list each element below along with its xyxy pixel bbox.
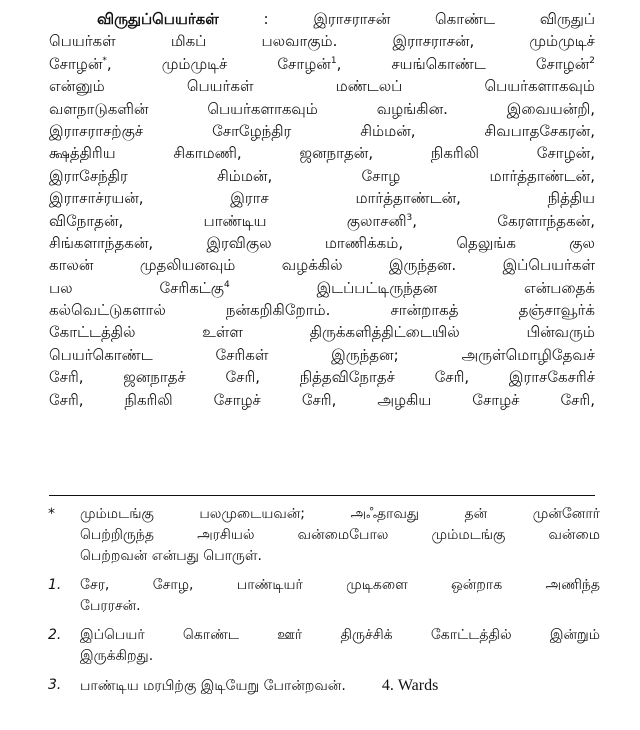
text-line: பல சேரிகட்கு$^4$ இடப்பட்டிருந்தன என்பதைக் [49, 278, 595, 297]
text-line: வளநாடுகளின் பெயர்களாகவும் வழங்கின. இவையன்றி, [49, 99, 595, 118]
text-line: இராசராசற்குச் சோழேந்திர சிம்மன், சிவபாதசேகரன், [49, 121, 595, 140]
text-fragment: , சயங்கொண்ட சோழன் [336, 54, 590, 73]
text-line: என்னும் பெயர்கள் மண்டலப் பெயர்களாகவும் [49, 77, 595, 96]
footnote-line: பேரரசன். [80, 598, 141, 614]
text-line: விருதுப்பெயர்கள் : இராசராசன் கொண்ட விருதுப் [97, 10, 595, 28]
text-line: சோழன்*, மும்முடிச் சோழன்$^1$, சயங்கொண்ட சோழன்$^2$ [49, 54, 596, 73]
text-line: இராசேந்திர சிம்மன், சோழ மார்த்தாண்டன், [49, 166, 595, 185]
footnote-line: சேர, சோழ, பாண்டியர் முடிகளை ஒன்றாக அணிந்த [80, 577, 600, 593]
text-line: சிங்களாந்தகன், இரவிகுல மாணிக்கம், தெலுங்க குல [49, 233, 595, 252]
text-line: க்ஷத்திரிய சிகாமணி, ஜனநாதன், நிகரிலி சோழன், [49, 144, 595, 163]
footnote-item [40, 675, 600, 697]
text-line: இராசாச்ரயன், இராச மார்த்தாண்டன், நித்திய [49, 189, 595, 208]
text-fragment: , மும்முடிச் சோழன் [106, 54, 331, 73]
text-line: காலன் முதலியனவும் வழக்கில் இருந்தன. இப்பெயர்கள் [49, 256, 595, 275]
footnote-line: பெற்றிருந்த அரசியல் வன்மைபோல மும்மடங்கு வன்மை [80, 527, 600, 543]
text-line: கோட்டத்தில் உள்ள திருக்களித்திட்டையில் பின்வரும் [49, 323, 595, 342]
text-line: பெயர்கள் மிகப் பலவாகும். இராசராசன், மும்முடிச் [49, 32, 595, 51]
footnote-line: பெற்றவன் என்பது பொருள். [80, 548, 262, 564]
footnote-item [40, 625, 600, 667]
main-paragraph [49, 8, 595, 411]
footnote-line: மும்மடங்கு பலமுடையவன்; அஃதாவது தன் முன்னோர் [80, 506, 600, 522]
text-line: சேரி, ஜனநாதச் சேரி, நித்தவிநோதச் சேரி, இராசகேசரிச் [49, 368, 595, 387]
footnote-marker: 3. [48, 677, 62, 693]
footnote-ref: 2 [589, 55, 596, 66]
footnote-ref: 1 [330, 55, 337, 66]
footnote-ref: 4 [224, 279, 230, 290]
footnote-ref: 3 [406, 212, 413, 223]
footnote-line: இருக்கிறது. [80, 648, 154, 664]
footnote-marker: * [48, 506, 55, 522]
footnote-marker: 2. [48, 627, 62, 643]
footnote-marker: 1. [48, 577, 62, 593]
footnote-divider [49, 495, 595, 496]
text-line: சேரி, நிகரிலி சோழச் சேரி, அழகிய சோழச் சேரி, [49, 390, 595, 409]
text-line: கல்வெட்டுகளால் நன்கறிகிறோம். சான்றாகத் தஞ்சாவூர்க் [49, 301, 595, 320]
text-line: பெயர்கொண்ட சேரிகள் இருந்தன; அருள்மொழிதேவச் [49, 345, 595, 364]
footnote-item [40, 504, 600, 567]
section-heading: விருதுப்பெயர்கள் [97, 10, 219, 28]
footnote-line: பாண்டிய மரபிற்கு இடியேறு போன்றவன். 4. Wards [80, 677, 439, 694]
footnote-4-text: 4. Wards [381, 677, 439, 694]
footnotes [40, 504, 600, 705]
footnote-item [40, 575, 600, 617]
text-line: விநோதன், பாண்டிய குலாசனி$^3$, கேரளாந்தகன், [49, 211, 595, 230]
footnote-line: இப்பெயர் கொண்ட ஊர் திருச்சிக் கோட்டத்தில் இன்றும் [80, 627, 600, 643]
